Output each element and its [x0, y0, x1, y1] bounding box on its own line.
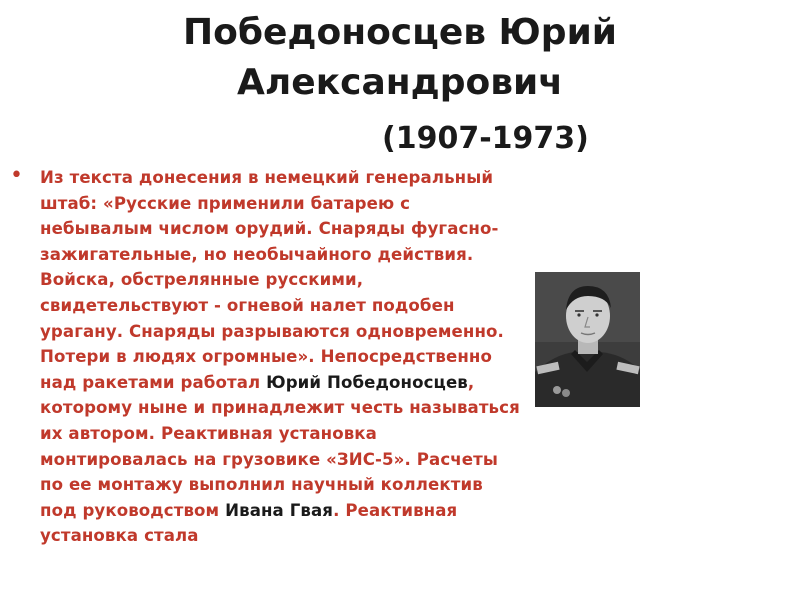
- slide-title: [0, 8, 800, 156]
- body-paragraph: [40, 165, 525, 549]
- portrait-image: [535, 272, 640, 407]
- portrait-photo: [535, 272, 640, 407]
- body-name-gvai: Ивана Гвая: [225, 500, 334, 520]
- title-patronymic-line: Александрович: [237, 62, 563, 103]
- title-name-line: Победоносцев Юрий: [182, 12, 618, 53]
- title-years: (1907-1973): [382, 121, 589, 156]
- body-segment-3: . Реактивная установка стала: [40, 500, 458, 546]
- body-segment-2: , которому ныне и принадлежит честь называться их автором. Реактивная установка монтировалась на грузовике «ЗИС-5». Расчеты по ее монтажу выполнил научный коллектив под руководством: [40, 372, 520, 520]
- body-segment-1: Из текста донесения в немецкий генеральный штаб: «Русские применили батарею с небывалым числом орудий. Снаряды фугасно-зажигательные, но необычайного действия. Войска, обстрелянные русскими, свидетельствуют - огневой налет подобен урагану. Снаряды разрываются одновременно. Потери в людях огромные». Непосредственно над ракетами работал: [40, 168, 504, 392]
- body-name-pobedonostsev: Юрий Победоносцев: [266, 372, 468, 392]
- bullet-icon: •: [10, 163, 23, 188]
